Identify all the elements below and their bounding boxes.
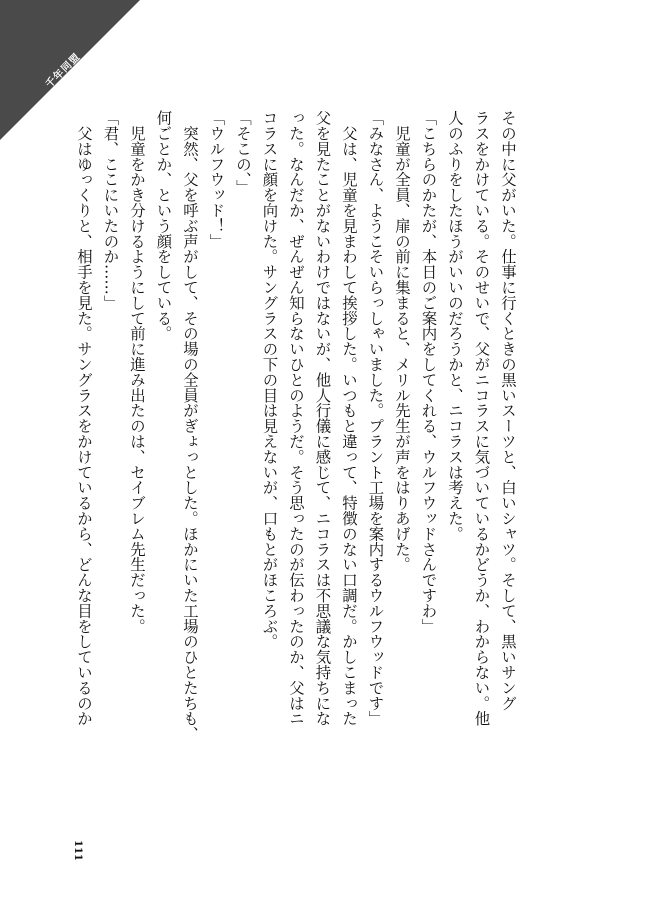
text-line: 「君、ここにいたのか……」	[101, 110, 120, 311]
text-line: 「こちらのかたが、本日のご案内をしてくれる、ウルフウッドさんですわ」	[419, 110, 438, 634]
series-label: 千年同盟	[43, 51, 83, 91]
text-line: 父を見たことがないわけではないが、他人行儀に感じて、ニコラスは不思議な気持ちにな	[313, 110, 332, 726]
text-line: 児童が全員、扉の前に集まると、メリル先生が声をはりあげた。	[393, 110, 411, 572]
text-line: 人のふりをしたほうがいいのだろうかと、ニコラスは考えた。	[446, 110, 464, 542]
text-line: ラスをかけている。そのせいで、父がニコラスに気づいているかどうか、わからない。他	[472, 110, 491, 726]
text-line: 児童をかき分けるようにして前に進み出たのは、セイブレム先生だった。	[128, 110, 146, 634]
text-line: 父は、児童を見まわして挨拶した。いつもと違って、特徴のない口調だ。かしこまった	[340, 110, 358, 726]
text-line: 「ウルフウッド！」	[207, 110, 226, 249]
text-line: 何ごとか、という顔をしている。	[154, 110, 173, 341]
text-line: 父はゆっくりと、相手を見た。サングラスをかけているから、どんな目をしているのか	[75, 110, 93, 726]
text-line: 突然、父を呼ぶ声がして、その場の全員がぎょっとした。ほかにいた工場のひとたちも、	[181, 110, 199, 742]
text-line: その中に父がいた。仕事に行くときの黒いスーツと、白いシャツ。そして、黒いサング	[499, 110, 517, 711]
text-line: 「そこの、」	[234, 110, 252, 195]
body-text	[71, 110, 521, 830]
text-line: コラスに顔を向けた。サングラスの下の目は見えないが、口もとがほころぶ。	[260, 110, 279, 649]
text-line: った。なんだか、ぜんぜん知らないひとのようだ。そう思ったのが伝わったのか、父はニ	[287, 110, 305, 726]
page-number: 111	[72, 840, 83, 861]
text-line: 「みなさん、ようこそいらっしゃいました。プラント工場を案内するウルフウッドです」	[366, 110, 385, 726]
